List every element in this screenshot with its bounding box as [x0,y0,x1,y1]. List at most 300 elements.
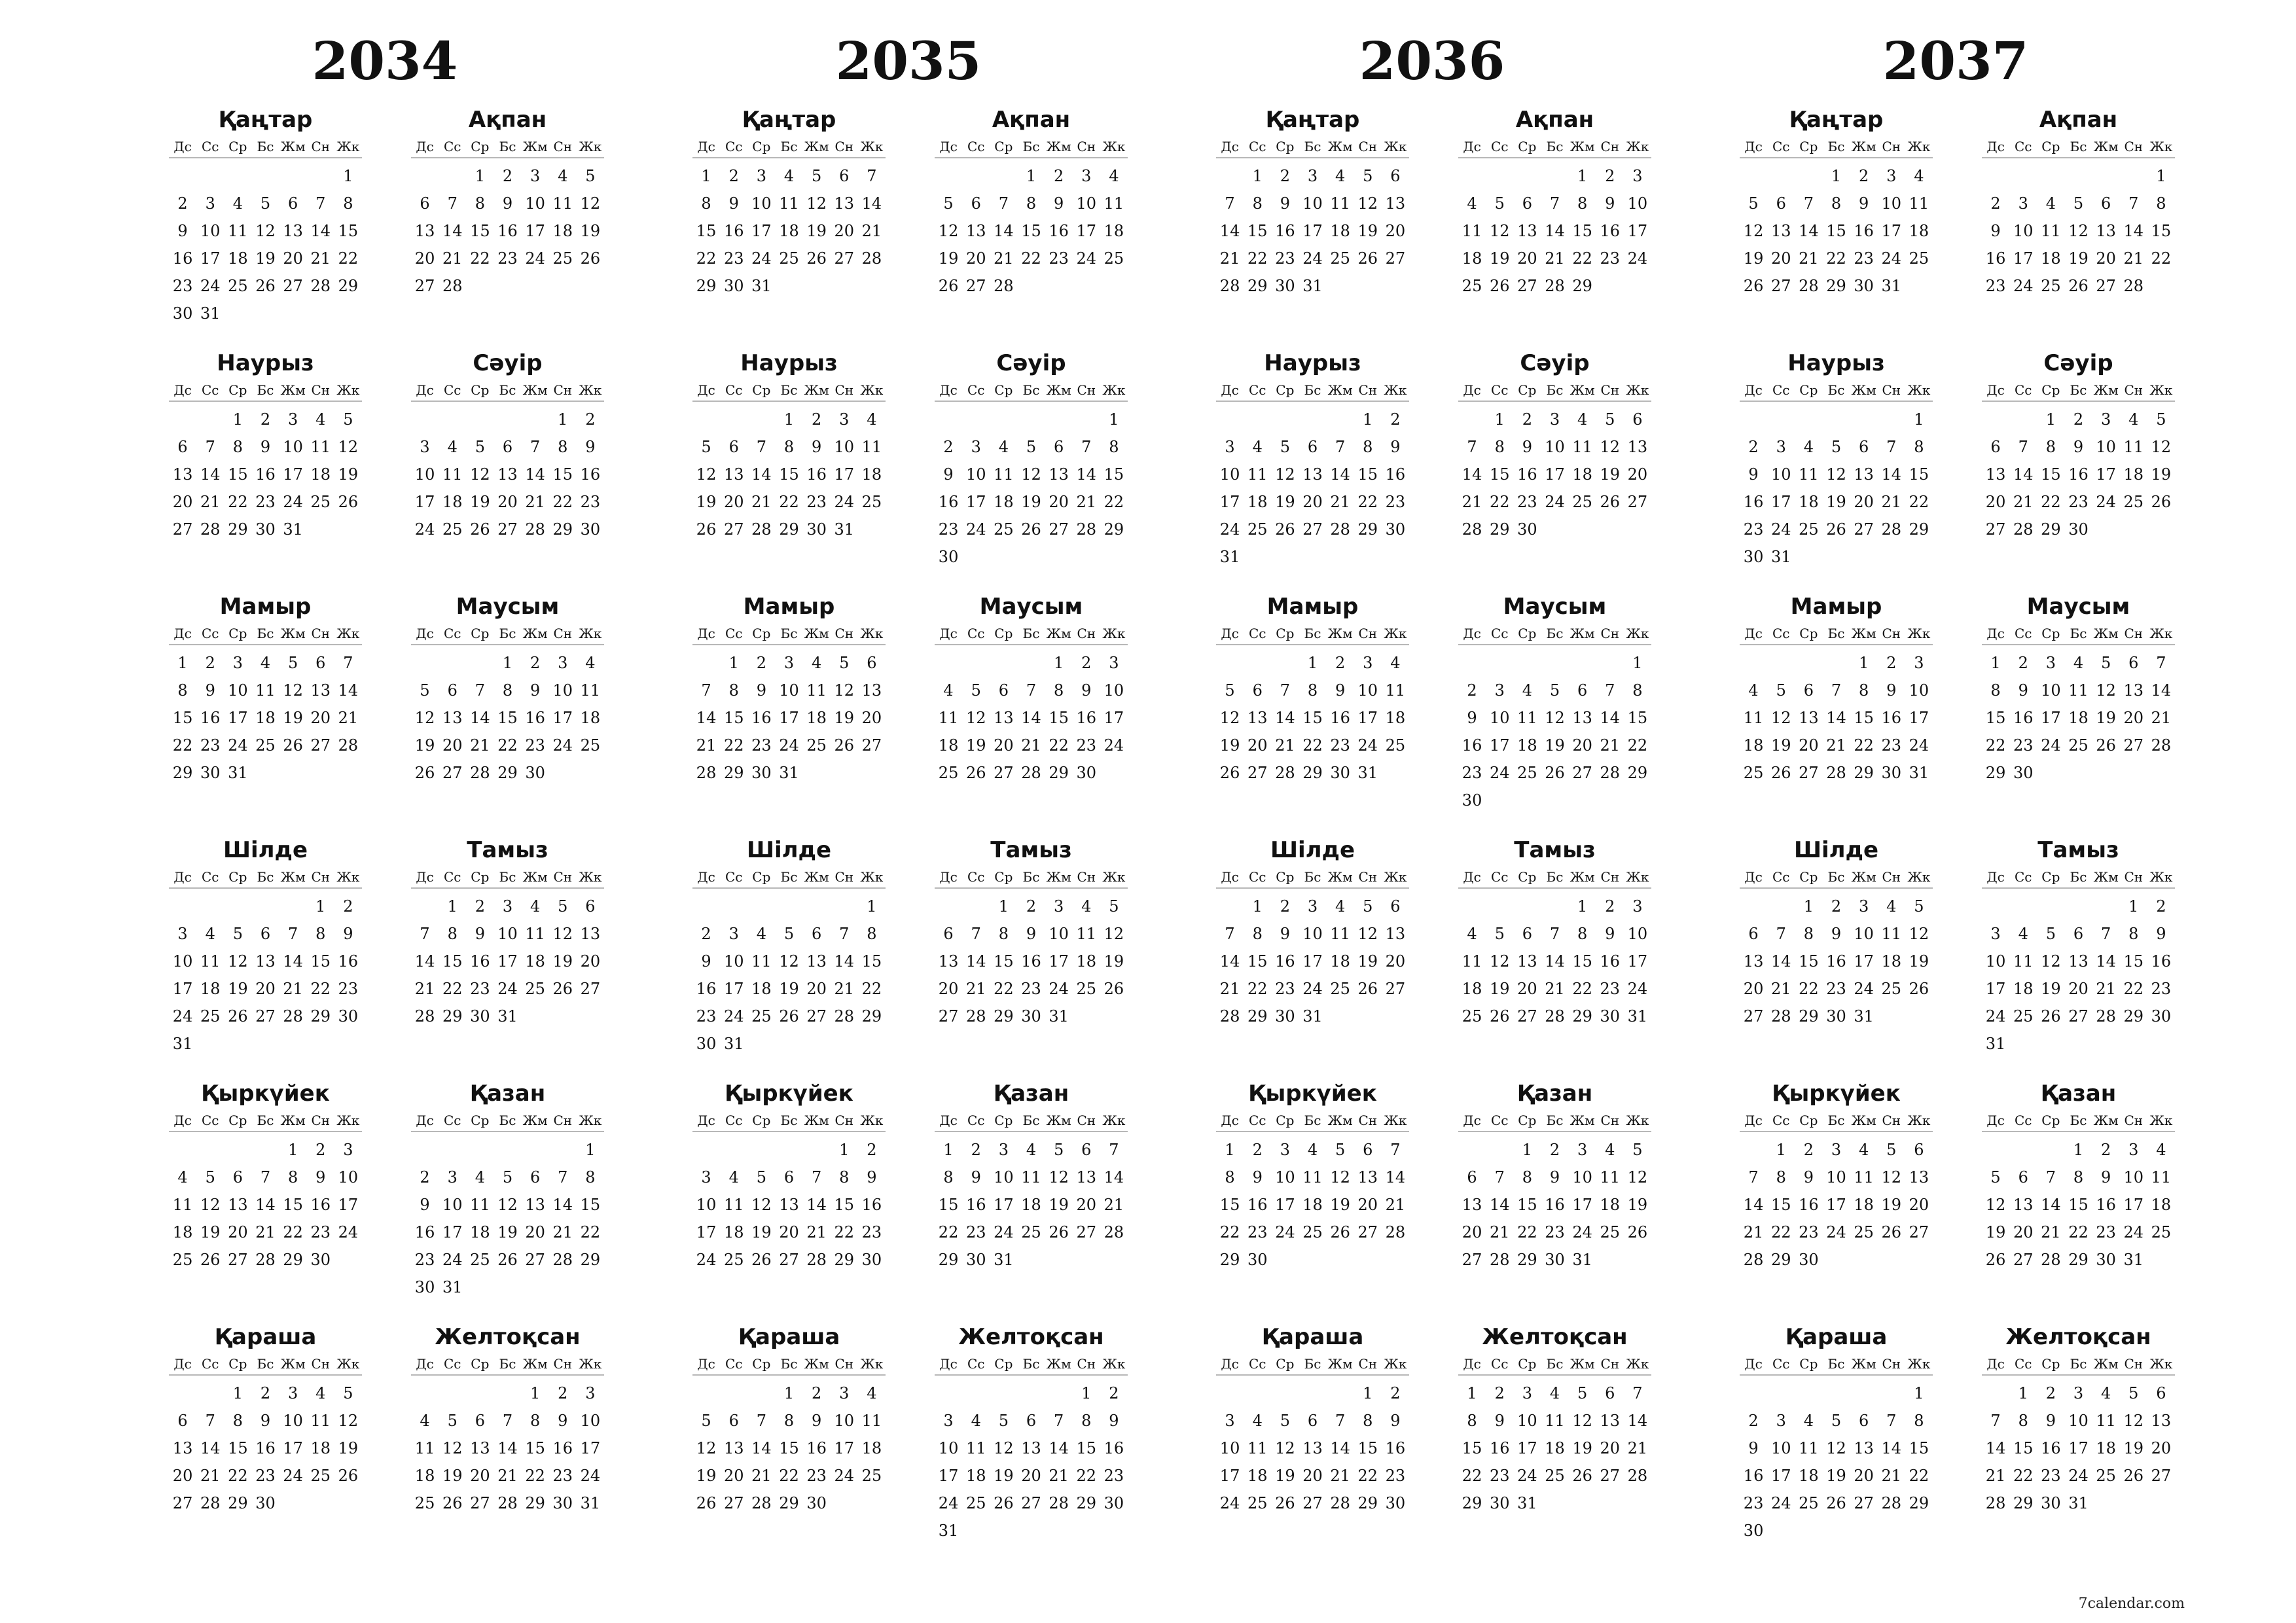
day-cell: 10 [1219,1439,1240,1457]
empty-cell [1327,1246,1354,1274]
day-cell: 26 [338,1467,359,1485]
day-cell: 12 [1330,1168,1350,1186]
day-cell: 6 [1307,438,1318,456]
day-cell: 14 [525,465,545,484]
day-cell: 21 [255,1223,276,1241]
weekday-header [692,624,886,645]
weekday-label: Сн [553,626,573,641]
day-cell: 10 [1302,194,1323,213]
day-cell: 11 [965,1439,986,1457]
day-cell: 20 [1517,249,1537,268]
day-cell: 8 [1109,438,1119,456]
day-cell: 11 [580,681,601,700]
day-cell: 26 [2151,493,2172,511]
day-cell: 4 [2100,1384,2111,1402]
day-cell: 5 [839,654,850,672]
day-cell: 5 [971,681,981,700]
day-cell: 21 [1545,249,1565,268]
day-cell: 12 [1909,925,1929,943]
day-cell: 30 [2096,1251,2116,1269]
day-cell: 25 [2151,1223,2172,1241]
day-cell: 19 [1489,249,1510,268]
day-cell: 8 [287,1168,298,1186]
day-cell: 3 [1549,410,1560,429]
week-row [1216,516,1409,543]
day-cell: 20 [1854,493,1874,511]
day-cell: 29 [310,1007,331,1026]
day-cell: 22 [470,249,490,268]
day-cell: 29 [1572,1007,1592,1026]
weekday-header [1740,624,1933,645]
day-cell: 19 [1627,1196,1648,1214]
day-cell: 1 [1577,167,1588,185]
week-row [1216,893,1409,920]
weekday-label: Ср [2041,869,2060,885]
day-cell: 23 [1275,980,1295,998]
weekday-header [935,137,1128,158]
weekday-label: Бс [780,626,798,641]
day-cell: 13 [723,465,744,484]
day-cell: 1 [232,1384,243,1402]
empty-cell [1822,406,1850,433]
week-row [411,461,604,488]
day-cell: 9 [1280,194,1290,213]
empty-cell [279,759,307,787]
week-row [692,245,886,272]
day-cell: 6 [728,1412,739,1430]
week-row [1216,948,1409,975]
day-cell: 2 [971,1141,981,1159]
weekday-label: Жк [336,869,360,885]
day-cell: 16 [1385,1439,1406,1457]
day-cell: 28 [1545,1007,1565,1026]
day-cell: 21 [861,222,882,240]
day-cell: 1 [177,654,188,672]
weekday-label: Ср [2041,626,2060,641]
empty-cell [775,893,802,920]
empty-cell [1541,516,1568,543]
day-cell: 27 [1385,249,1406,268]
weekday-label: Бс [1304,1113,1321,1128]
day-cell: 17 [442,1223,463,1241]
day-cell: 27 [1517,1007,1537,1026]
day-cell: 12 [1572,1412,1592,1430]
day-cell: 8 [315,925,326,943]
year-title: 2035 [835,30,982,92]
day-cell: 17 [1049,952,1069,971]
day-cell: 6 [502,438,513,456]
month-6 [1982,596,2175,787]
day-cell: 9 [2045,1412,2056,1430]
day-cell: 6 [1081,1141,1092,1159]
day-cell: 24 [1103,736,1124,755]
day-cell: 20 [228,1223,248,1241]
empty-cell [1850,1246,1878,1274]
day-cell: 26 [2123,1467,2144,1485]
day-cell: 8 [1252,194,1263,213]
day-cell: 11 [806,681,827,700]
day-cell: 15 [1219,1196,1240,1214]
day-cell: 16 [200,709,221,727]
day-cell: 4 [475,1168,485,1186]
weekday-label: Дс [1221,382,1239,398]
day-cell: 12 [200,1196,221,1214]
day-cell: 11 [994,465,1014,484]
day-cell: 2 [1280,167,1290,185]
day-cell: 28 [834,1007,855,1026]
empty-cell [1569,1489,1596,1517]
weekday-label: Жм [2093,382,2119,398]
day-cell: 16 [172,249,193,268]
empty-cell [411,1136,439,1164]
day-cell: 21 [1489,1223,1510,1241]
day-cell: 16 [580,465,601,484]
day-cell: 8 [343,194,353,213]
week-row [935,1462,1128,1489]
day-cell: 9 [343,925,353,943]
day-cell: 31 [200,304,221,323]
week-row [1458,759,1651,787]
weekday-label: Бс [1827,139,1845,154]
day-cell: 4 [1748,681,1759,700]
day-cell: 11 [751,952,772,971]
day-cell: 29 [1357,520,1378,539]
month-7 [169,839,362,1058]
week-row [1982,488,2175,516]
day-cell: 3 [1307,167,1318,185]
weekday-header [1216,1111,1409,1132]
day-cell: 3 [1053,897,1064,916]
weekday-label: Дс [1463,1356,1481,1372]
day-cell: 7 [971,925,981,943]
day-cell: 14 [200,1439,221,1457]
day-cell: 1 [1494,410,1505,429]
weekday-label: Сс [967,869,985,885]
day-cell: 26 [1770,764,1791,782]
week-row [1216,1136,1409,1164]
week-row [1982,1380,2175,1407]
week-row [1740,488,1933,516]
day-cell: 28 [255,1251,276,1269]
day-cell: 2 [1026,897,1037,916]
day-cell: 31 [1627,1007,1648,1026]
weekday-label: Жм [522,1356,548,1372]
day-cell: 16 [310,1196,331,1214]
empty-cell [1327,1380,1354,1407]
empty-cell [831,1030,858,1058]
week-row [935,948,1128,975]
day-cell: 11 [1462,222,1482,240]
day-cell: 19 [1049,1196,1069,1214]
empty-cell [1850,1517,1878,1544]
month-12 [1458,1326,1651,1517]
day-cell: 7 [867,167,877,185]
day-cell: 6 [1026,1412,1037,1430]
day-cell: 19 [255,249,276,268]
day-cell: 23 [200,736,221,755]
day-cell: 26 [1219,764,1240,782]
day-cell: 14 [1799,222,1819,240]
week-row [411,1274,604,1301]
day-cell: 27 [2013,1251,2034,1269]
day-cell: 14 [283,952,303,971]
day-cell: 26 [834,736,855,755]
day-cell: 9 [1467,709,1477,727]
empty-cell [1541,787,1568,814]
day-cell: 16 [2013,709,2034,727]
day-cell: 29 [1462,1494,1482,1512]
week-row [169,948,362,975]
day-cell: 1 [1307,654,1318,672]
day-cell: 6 [1803,681,1814,700]
day-cell: 19 [1330,1196,1350,1214]
day-cell: 2 [1280,897,1290,916]
day-cell: 2 [1494,1384,1505,1402]
day-cell: 8 [1577,925,1588,943]
day-cell: 22 [2151,249,2172,268]
weekday-label: Жм [1046,139,1071,154]
week-row [692,162,886,190]
day-cell: 29 [861,1007,882,1026]
weekday-label: Ср [228,626,247,641]
weekday-label: Жм [1570,139,1595,154]
day-cell: 25 [255,736,276,755]
day-cell: 3 [1632,897,1643,916]
day-cell: 23 [310,1223,331,1241]
empty-cell [1767,893,1795,920]
week-row [411,975,604,1003]
day-cell: 23 [806,493,827,511]
day-cell: 23 [1881,736,1902,755]
day-cell: 17 [1219,1467,1240,1485]
day-cell: 27 [414,277,435,295]
day-cell: 13 [580,925,601,943]
day-cell: 28 [1049,1494,1069,1512]
day-cell: 6 [1914,1141,1924,1159]
day-cell: 31 [1219,548,1240,566]
empty-cell [990,1517,1017,1544]
week-row [1740,1407,1933,1435]
empty-cell [1100,543,1128,571]
day-cell: 27 [255,1007,276,1026]
week-row [1982,677,2175,704]
day-cell: 24 [283,493,303,511]
week-row [1740,704,1933,732]
empty-cell [2037,1030,2064,1058]
day-cell: 1 [1632,654,1643,672]
day-cell: 12 [255,222,276,240]
empty-cell [439,649,466,677]
day-cell: 25 [2013,1007,2034,1026]
day-cell: 12 [414,709,435,727]
day-cell: 23 [338,980,359,998]
weekday-label: Дс [1744,869,1763,885]
day-cell: 25 [723,1251,744,1269]
day-cell: 25 [310,493,331,511]
day-cell: 1 [1252,897,1263,916]
weekday-label: Сн [1077,1356,1096,1372]
day-cell: 18 [1076,952,1097,971]
weekday-label: Дс [416,626,434,641]
month-9 [169,1082,362,1274]
day-cell: 2 [2100,1141,2111,1159]
day-cell: 16 [255,465,276,484]
day-cell: 15 [580,1196,601,1214]
day-cell: 1 [287,1141,298,1159]
day-cell: 6 [839,167,850,185]
day-cell: 7 [1026,681,1037,700]
day-cell: 1 [502,654,513,672]
day-cell: 20 [723,1467,744,1485]
day-cell: 8 [1081,1412,1092,1430]
weekday-label: Дс [1221,626,1239,641]
weekday-label: Сн [1358,382,1378,398]
month-11 [1740,1326,1933,1544]
day-cell: 8 [1026,194,1037,213]
week-row [1458,893,1651,920]
day-cell: 1 [1577,897,1588,916]
day-cell: 28 [414,1007,435,1026]
weekday-label: Бс [257,869,274,885]
weekday-label: Сс [201,626,219,641]
empty-cell [466,1380,493,1407]
week-row [1458,649,1651,677]
weekday-header [692,1111,886,1132]
day-cell: 10 [1076,194,1097,213]
day-cell: 20 [1049,493,1069,511]
day-cell: 15 [1489,465,1510,484]
day-cell: 16 [1799,1196,1819,1214]
empty-cell [334,1489,362,1517]
weekday-label: Дс [1221,1356,1239,1372]
day-cell: 21 [442,249,463,268]
day-cell: 30 [310,1251,331,1269]
empty-cell [1569,516,1596,543]
day-cell: 4 [1858,1141,1869,1159]
week-row [1216,1489,1409,1517]
day-cell: 25 [1572,493,1592,511]
day-cell: 28 [696,764,717,782]
day-cell: 30 [806,520,827,539]
day-cell: 30 [723,277,744,295]
weekday-label: Сн [834,382,854,398]
day-cell: 30 [1826,1007,1846,1026]
day-cell: 22 [1103,493,1124,511]
day-cell: 11 [1799,465,1819,484]
day-cell: 9 [811,438,822,456]
empty-cell [720,1136,747,1164]
day-cell: 18 [1385,709,1406,727]
day-cell: 22 [779,493,799,511]
day-cell: 10 [1302,925,1323,943]
weekday-label: Дс [1744,382,1763,398]
day-cell: 4 [2128,410,2139,429]
week-row [1458,1219,1651,1246]
weekday-label: Ср [1276,139,1295,154]
week-row [935,1191,1128,1219]
day-cell: 19 [1489,980,1510,998]
day-cell: 21 [696,736,717,755]
week-row [692,1003,886,1030]
day-cell: 24 [965,520,986,539]
empty-cell [962,162,990,190]
weekday-label: Сн [1882,1113,1901,1128]
empty-cell [1244,543,1271,571]
month-name: Сәуір [996,350,1066,376]
day-cell: 8 [2128,925,2139,943]
day-cell: 28 [442,277,463,295]
day-cell: 10 [1049,925,1069,943]
day-cell: 27 [1909,1223,1929,1241]
weekday-label: Ср [228,1356,247,1372]
weekday-label: Жк [1907,1113,1931,1128]
day-cell: 9 [1605,925,1615,943]
day-cell: 14 [2123,222,2144,240]
weekday-label: Сс [967,382,985,398]
day-cell: 18 [2041,249,2061,268]
day-cell: 27 [580,980,601,998]
empty-cell [307,1489,334,1517]
week-row [1216,488,1409,516]
day-cell: 31 [2068,1494,2089,1512]
day-cell: 16 [470,952,490,971]
empty-cell [1822,649,1850,677]
empty-cell [962,1517,990,1544]
empty-cell [1045,1517,1073,1544]
day-cell: 27 [1357,1223,1378,1241]
day-cell: 9 [1053,194,1064,213]
weekday-label: Ср [228,1113,247,1128]
day-cell: 3 [701,1168,711,1186]
day-cell: 12 [779,952,799,971]
day-cell: 30 [2151,1007,2172,1026]
day-cell: 10 [580,1412,601,1430]
day-cell: 17 [1854,952,1874,971]
day-cell: 23 [1517,493,1537,511]
weekday-label: Сс [443,1113,461,1128]
weekday-label: Сн [553,139,573,154]
day-cell: 8 [1632,681,1643,700]
empty-cell [1486,787,1513,814]
weekday-label: Ср [228,382,247,398]
day-cell: 28 [2013,520,2034,539]
week-row [692,1407,886,1435]
day-cell: 1 [1026,167,1037,185]
day-cell: 24 [338,1223,359,1241]
day-cell: 9 [558,1412,568,1430]
day-cell: 20 [723,493,744,511]
empty-cell [224,1136,251,1164]
day-cell: 31 [1357,764,1378,782]
day-cell: 28 [1330,1494,1350,1512]
empty-cell [1073,543,1100,571]
month-7 [1740,839,1933,1030]
day-cell: 19 [552,952,573,971]
day-cell: 27 [1021,1494,1041,1512]
day-cell: 6 [177,1412,188,1430]
week-row [1458,677,1651,704]
weekday-label: Бс [1304,382,1321,398]
day-cell: 20 [861,709,882,727]
day-cell: 15 [338,222,359,240]
week-row [692,1164,886,1191]
day-cell: 8 [475,194,485,213]
day-cell: 29 [1985,764,2006,782]
week-row [1982,461,2175,488]
day-cell: 20 [1572,736,1592,755]
day-cell: 7 [998,194,1009,213]
day-cell: 26 [1545,764,1565,782]
